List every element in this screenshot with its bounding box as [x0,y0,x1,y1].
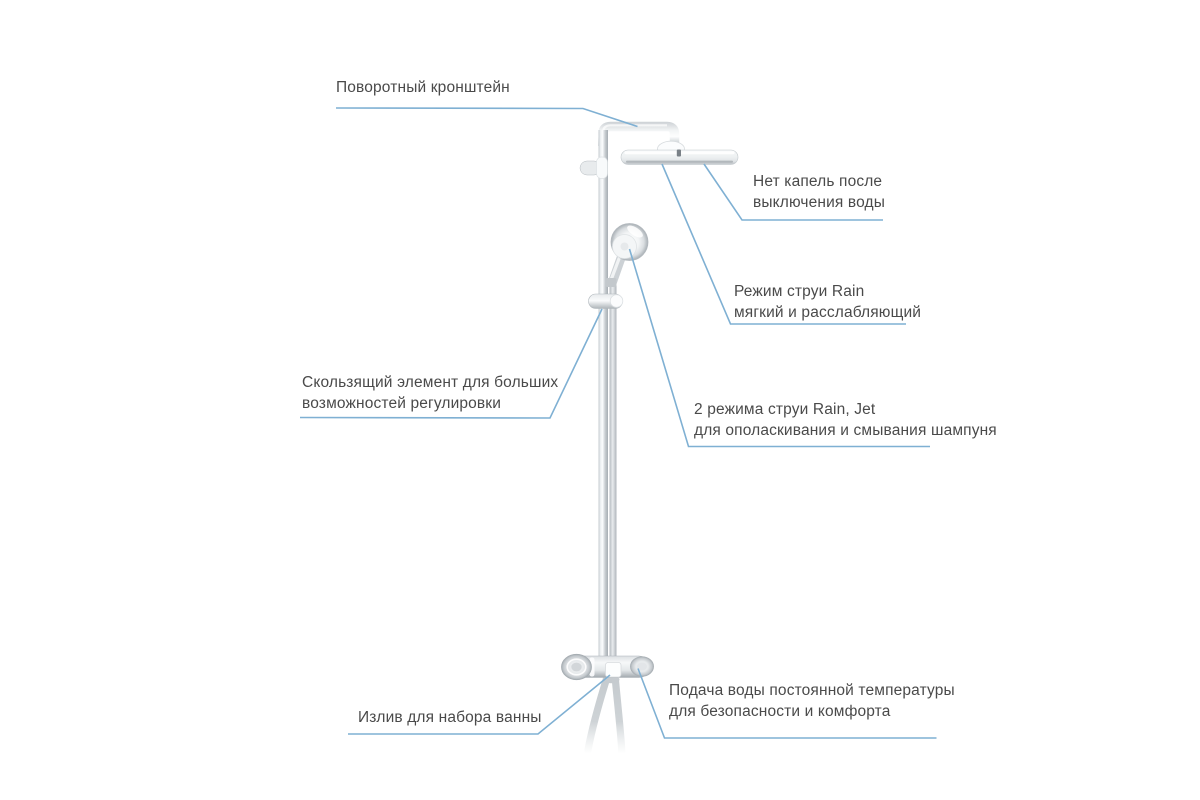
hand-shower [606,223,649,287]
label-line: Поворотный кронштейн [336,79,510,96]
label-tub-spout [358,707,542,728]
hose-leg-left [588,679,607,750]
label-line: Подача воды постоянной температуры [669,682,955,699]
label-line: выключения воды [753,194,886,211]
head-seam [677,150,681,157]
hose-leg-right [616,681,622,751]
shower-hose [610,284,617,660]
label-slider [302,372,558,414]
label-line: 2 режима струи Rain, Jet [694,401,876,418]
head-shower [621,141,738,164]
label-line: Излив для набора ванны [358,709,542,726]
label-line: Скользящий элемент для больших [302,374,559,391]
diverter-button [606,663,622,678]
label-line: мягкий и расслабляющий [734,304,922,321]
label-thermostat [669,680,955,722]
slider-clamp [589,294,623,309]
label-line: Режим струи Rain [734,283,865,300]
wall-mount-knob [580,157,608,179]
label-swivel-bracket [336,77,510,98]
label-two-spray-modes [694,399,997,441]
label-rain-mode [734,281,921,323]
hose-nut [606,278,617,287]
label-line: для ополаскивания и смывания шампуня [694,422,997,439]
leader-swivel-bracket [336,108,638,127]
label-line: возможностей регулировки [302,395,502,412]
label-line: Нет капель после [753,173,883,190]
label-line: для безопасности и комфорта [669,703,891,720]
riser-pipe [599,130,609,660]
label-no-drips [753,171,885,213]
spray-face-edge [626,161,733,163]
